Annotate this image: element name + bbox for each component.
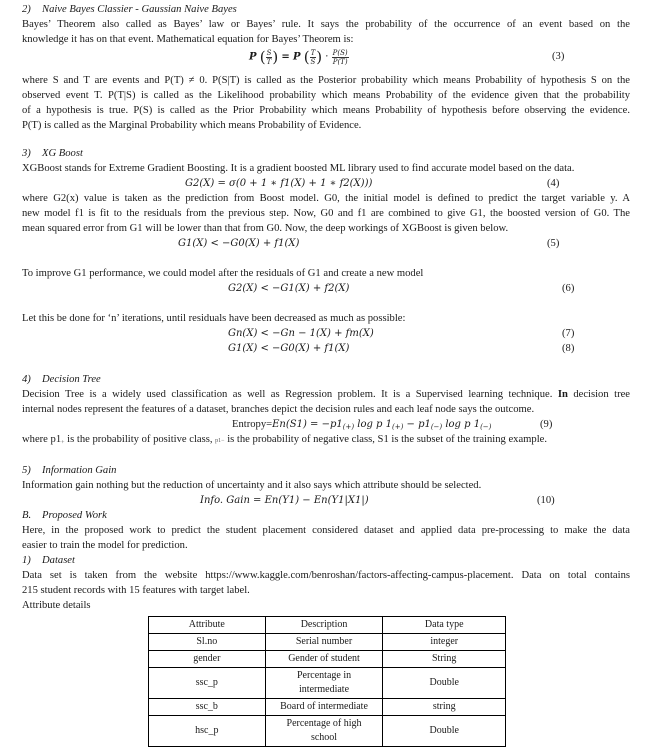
- table-cell: Double: [383, 716, 506, 747]
- section-heading-decision-tree: 4) Decision Tree: [22, 374, 101, 385]
- paragraph-line: where S and T are events and P(T) ≠ 0. P(S|T) is called as the Posterior probability which means Probability of hypothesis S on the: [22, 75, 630, 86]
- paragraph-line: 215 student records with 15 features with target label.: [22, 585, 250, 596]
- equation-5: G1(X) < −G0(X) + f1(X): [178, 238, 300, 249]
- section-heading-naive-bayes: 2) Naive Bayes Classier - Gaussian Naive Bayes: [22, 4, 237, 15]
- paragraph-line: To improve G1 performance, we could model after the residuals of G1 and create a new model: [22, 268, 424, 279]
- section-heading-information-gain: 5) Information Gain: [22, 465, 117, 476]
- table-cell: Percentage of high school: [265, 716, 383, 747]
- table-cell: Gender of student: [265, 651, 383, 668]
- equation-6: G2(X) < −G1(X) + f2(X): [228, 283, 350, 294]
- table-row: [149, 634, 506, 651]
- paragraph-line: internal nodes represent the features of a dataset, branches depict the decision rules and each leaf node says the outcome.: [22, 404, 535, 415]
- paragraph-line: knowledge it has on that event. Mathematical equation for Bayes’ Theorem is:: [22, 34, 354, 45]
- table-header-cell: Attribute: [149, 617, 266, 634]
- paragraph-line: Bayes’ Theorem also called as Bayes’ law or Bayes’ rule. It says the probability of the occurrence of an event based on the: [22, 19, 630, 30]
- table-header-cell: Data type: [383, 617, 506, 634]
- table-cell: Percentage in intermediate: [265, 668, 383, 699]
- table-cell: String: [383, 651, 506, 668]
- paragraph-line: mean squared error from G1 will be lower than that from G0. Now, the deep workings of XGBoost is given below.: [22, 223, 509, 234]
- paragraph-line: new model f1 is fit to the residuals from the previous step. Now, G0 and f1 are combined to give G1, the boosted version of G0. The: [22, 208, 630, 219]
- paragraph-line: Data set is taken from the website https://www.kaggle.com/benroshan/factors-affecting-campus-placement. Data on total contains: [22, 570, 630, 581]
- equation-9: Entropy=En(S1) = $-p1_{(+)}$ log p $1_{(+)} - p1_{(-)}$ log p $1_{(-)}$: [232, 419, 492, 431]
- table-header-row: [149, 617, 506, 634]
- section-heading-dataset: 1) Dataset: [22, 555, 75, 566]
- table-caption: Attribute details: [22, 600, 91, 611]
- equation-number: (7): [562, 328, 575, 339]
- paragraph-line: Let this be done for ‘n’ iterations, until residuals have been decreased as much as possible:: [22, 313, 406, 324]
- equation-number: (8): [562, 343, 575, 354]
- table-row: [149, 716, 506, 747]
- equation-bayes: P ( $\frac{S}{T}$ ) = P ( $\frac{T}{S}$ ) · $\frac{P(S)}{P(T)}$: [249, 48, 348, 66]
- equation-number: (3): [552, 51, 565, 62]
- paragraph-line: where $p1_+$ is the probability of positive class, p1− is the probability of negative class, S1 is the subset of the training example.: [22, 434, 548, 446]
- equation-10: Info. Gain = En(Y1) − En(Y1|X1|): [200, 495, 369, 506]
- paragraph-line: Here, in the proposed work to predict the student placement considered dataset and applied data pre-processing to make the data: [22, 525, 630, 536]
- table-cell: ssc_p: [149, 668, 266, 699]
- table-row: [149, 651, 506, 668]
- table-cell: gender: [149, 651, 266, 668]
- paragraph-line: easier to train the model for prediction.: [22, 540, 188, 551]
- section-heading-proposed-work: B. Proposed Work: [22, 510, 107, 521]
- equation-number: (6): [562, 283, 575, 294]
- table-cell: string: [383, 699, 506, 716]
- table-cell: integer: [383, 634, 506, 651]
- equation-number: (4): [547, 178, 560, 189]
- equation-4: G2(X) = σ(0 + 1 ∗ f1(X) + 1 ∗ f2(X))): [185, 178, 373, 189]
- attribute-table: [148, 616, 506, 747]
- equation-number: (9): [540, 419, 553, 430]
- paragraph-line: Information gain nothing but the reduction of uncertainty and it also says which attribute should be selected.: [22, 480, 482, 491]
- table-row: [149, 668, 506, 699]
- equation-number: (5): [547, 238, 560, 249]
- paragraph-line: P(T) is called as the Marginal Probability which means Probability of Evidence.: [22, 120, 362, 131]
- table-row: [149, 699, 506, 716]
- paragraph-line: of a hypothesis is true. P(S) is called as the Prior Probability which means Probability of hypothesis before observing the evidence.: [22, 105, 630, 116]
- equation-number: (10): [537, 495, 555, 506]
- equation-8: G1(X) < −G0(X) + f1(X): [228, 343, 350, 354]
- table-cell: Serial number: [265, 634, 383, 651]
- table-cell: Sl.no: [149, 634, 266, 651]
- table-header-cell: Description: [265, 617, 383, 634]
- table-cell: Double: [383, 668, 506, 699]
- paragraph-line: where G2(x) value is taken as the prediction from Boost model. G0, the initial model is defined to predict the target variable y. A: [22, 193, 630, 204]
- section-heading-xgboost: 3) XG Boost: [22, 148, 83, 159]
- table-cell: hsc_p: [149, 716, 266, 747]
- paragraph-line: Decision Tree is a widely used classification as well as Regression problem. It is a Supervised learning technique. In decision tree: [22, 389, 631, 400]
- table-cell: ssc_b: [149, 699, 266, 716]
- paragraph-line: observed event T. P(T|S) is called as the Likelihood probability which means Probability of the evidence given that the probability: [22, 90, 630, 101]
- paragraph-line: XGBoost stands for Extreme Gradient Boosting. It is a gradient boosted ML library used to find accurate model based on the data.: [22, 163, 575, 174]
- equation-7: Gn(X) < −Gn − 1(X) + fm(X): [228, 328, 374, 339]
- table-cell: Board of intermediate: [265, 699, 383, 716]
